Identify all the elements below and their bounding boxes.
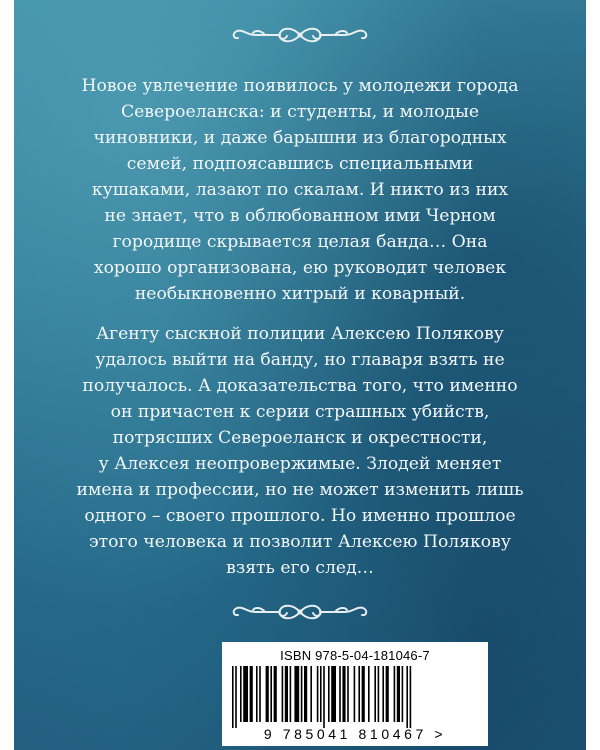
text-line: удалось выйти на банду, но главаря взять не (95, 350, 505, 370)
text-line: не знает, что в облюбованном ими Черном (104, 206, 496, 226)
text-line: Агенту сыскной полиции Алексею Полякову (96, 324, 504, 344)
text-line: чиновники, и даже барышни из благородных (93, 128, 507, 148)
text-line: Новое увлечение появилось у молодежи города (81, 76, 519, 96)
isbn-label: ISBN 978-5-04-181046-7 (280, 648, 430, 663)
scroll-flourish-icon (225, 601, 375, 623)
text-line: имена и профессии, но не может изменить лишь (76, 480, 524, 500)
text-line: семей, подпоясавшись специальными (126, 154, 474, 174)
isbn-barcode (222, 642, 488, 746)
text-line: кушаками, лазают по скалам. И никто из них (91, 180, 509, 200)
text-line: получалось. А доказательства того, что именно (82, 376, 518, 396)
text-line: необыкновенно хитрый и коварный. (134, 284, 466, 304)
text-line: одного – своего прошлого. Но именно прошлое (84, 506, 516, 526)
text-line: взять его след… (226, 558, 374, 578)
scroll-flourish-icon (225, 24, 375, 46)
description-paragraph-2 (74, 321, 526, 581)
text-line: хорошо организована, ею руководит человек (93, 258, 507, 278)
description-paragraph-1 (74, 73, 526, 307)
text-line: он причастен к серии страшных убийств, (110, 402, 490, 422)
text-line: этого человека и позволит Алексею Полякову (89, 532, 511, 552)
back-cover (14, 0, 586, 750)
text-line: потрясших Североеланск и окрестности, (112, 428, 488, 448)
text-line: Североеланска: и студенты, и молодые (120, 102, 479, 122)
text-line: у Алексея неопровержимые. Злодей меняет (98, 454, 502, 474)
text-line: городище скрывается целая банда… Она (112, 232, 488, 252)
barcode-number: 9 785041 810467 > (263, 726, 447, 742)
barcode-bars (230, 666, 480, 728)
